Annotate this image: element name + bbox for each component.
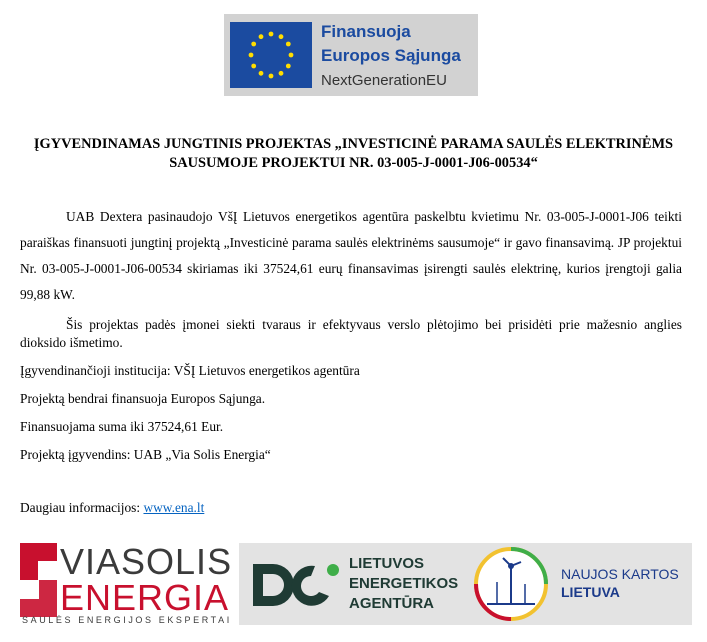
ena-wordmark	[349, 554, 458, 614]
partner-logos-panel	[239, 543, 692, 625]
implementer-line: Projektą įgyvendins: UAB „Via Solis Energia“	[20, 447, 271, 462]
ena-line2: ENERGETIKOS	[349, 575, 459, 592]
eu-funding-banner	[224, 14, 478, 96]
eu-banner-line1: Finansuoja	[321, 22, 411, 41]
naujos-kartos-wordmark	[561, 565, 679, 601]
document-title	[20, 135, 687, 173]
eu-banner-line2: Europos Sąjunga	[321, 46, 461, 65]
paragraph-funding-text: UAB Dextera pasinaudojo VšĮ Lietuvos energetikos agentūra paskelbtu kvietimu Nr. 03-005-J-0001-J06 teikti paraiškas finansuoti jungtinį projektą „Investicinė parama saulės elektrinėms sausumoje“ ir gavo finansavimą. JP projektui Nr. 03-005-J-0001-J06-00534 skiriamas iki 37524,61 eurų finansavimas įsirengti saulės elektrinę, kurios įrengtoji galia 99,88 kW.	[20, 209, 682, 302]
ena-line1: LIETUVOS	[349, 555, 425, 572]
energia-wordmark: ENERGIA	[60, 577, 230, 618]
viasolis-logo	[20, 543, 234, 625]
more-info-line	[20, 500, 204, 516]
cofunding-line: Projektą bendrai finansuoja Europos Sąjunga.	[20, 391, 266, 406]
eu-banner-line3: NextGenerationEU	[321, 72, 447, 89]
nk-line2-text: LIETUVA	[561, 584, 620, 600]
viasolis-mark-icon	[20, 543, 57, 617]
ena-website-link[interactable]: www.ena.lt	[143, 500, 205, 515]
title-line2: SAUSUMOJE PROJEKTUI NR. 03-005-J-0001-J06-00534“	[169, 155, 538, 171]
ena-line3: AGENTŪRA	[349, 595, 434, 612]
naujos-kartos-emblem-icon	[473, 546, 549, 627]
eu-flag-icon	[230, 22, 312, 88]
viasolis-wordmark: VIASOLIS	[60, 541, 233, 582]
ena-mark-icon	[249, 560, 341, 615]
paragraph-funding	[20, 204, 682, 308]
nk-line1: NAUJOS KARTOS	[561, 566, 679, 582]
more-info-label: Daugiau informacijos:	[20, 500, 144, 515]
institution-line: Įgyvendinančioji institucija: VŠĮ Lietuvos energetikos agentūra	[20, 363, 360, 378]
paragraph-goal	[20, 316, 682, 352]
nk-line2	[561, 583, 679, 601]
viasolis-tagline: SAULĖS ENERGIJOS EKSPERTAI	[22, 615, 232, 625]
amount-line: Finansuojama suma iki 37524,61 Eur.	[20, 419, 224, 434]
paragraph-goal-text: Šis projektas padės įmonei siekti tvaraus ir efektyvaus verslo plėtojimo bei prisidėti prie mažesnio anglies dioksido išmetimo.	[20, 317, 682, 350]
title-line1: ĮGYVENDINAMAS JUNGTINIS PROJEKTAS „INVESTICINĖ PARAMA SAULĖS ELEKTRINĖMS	[33, 136, 674, 152]
